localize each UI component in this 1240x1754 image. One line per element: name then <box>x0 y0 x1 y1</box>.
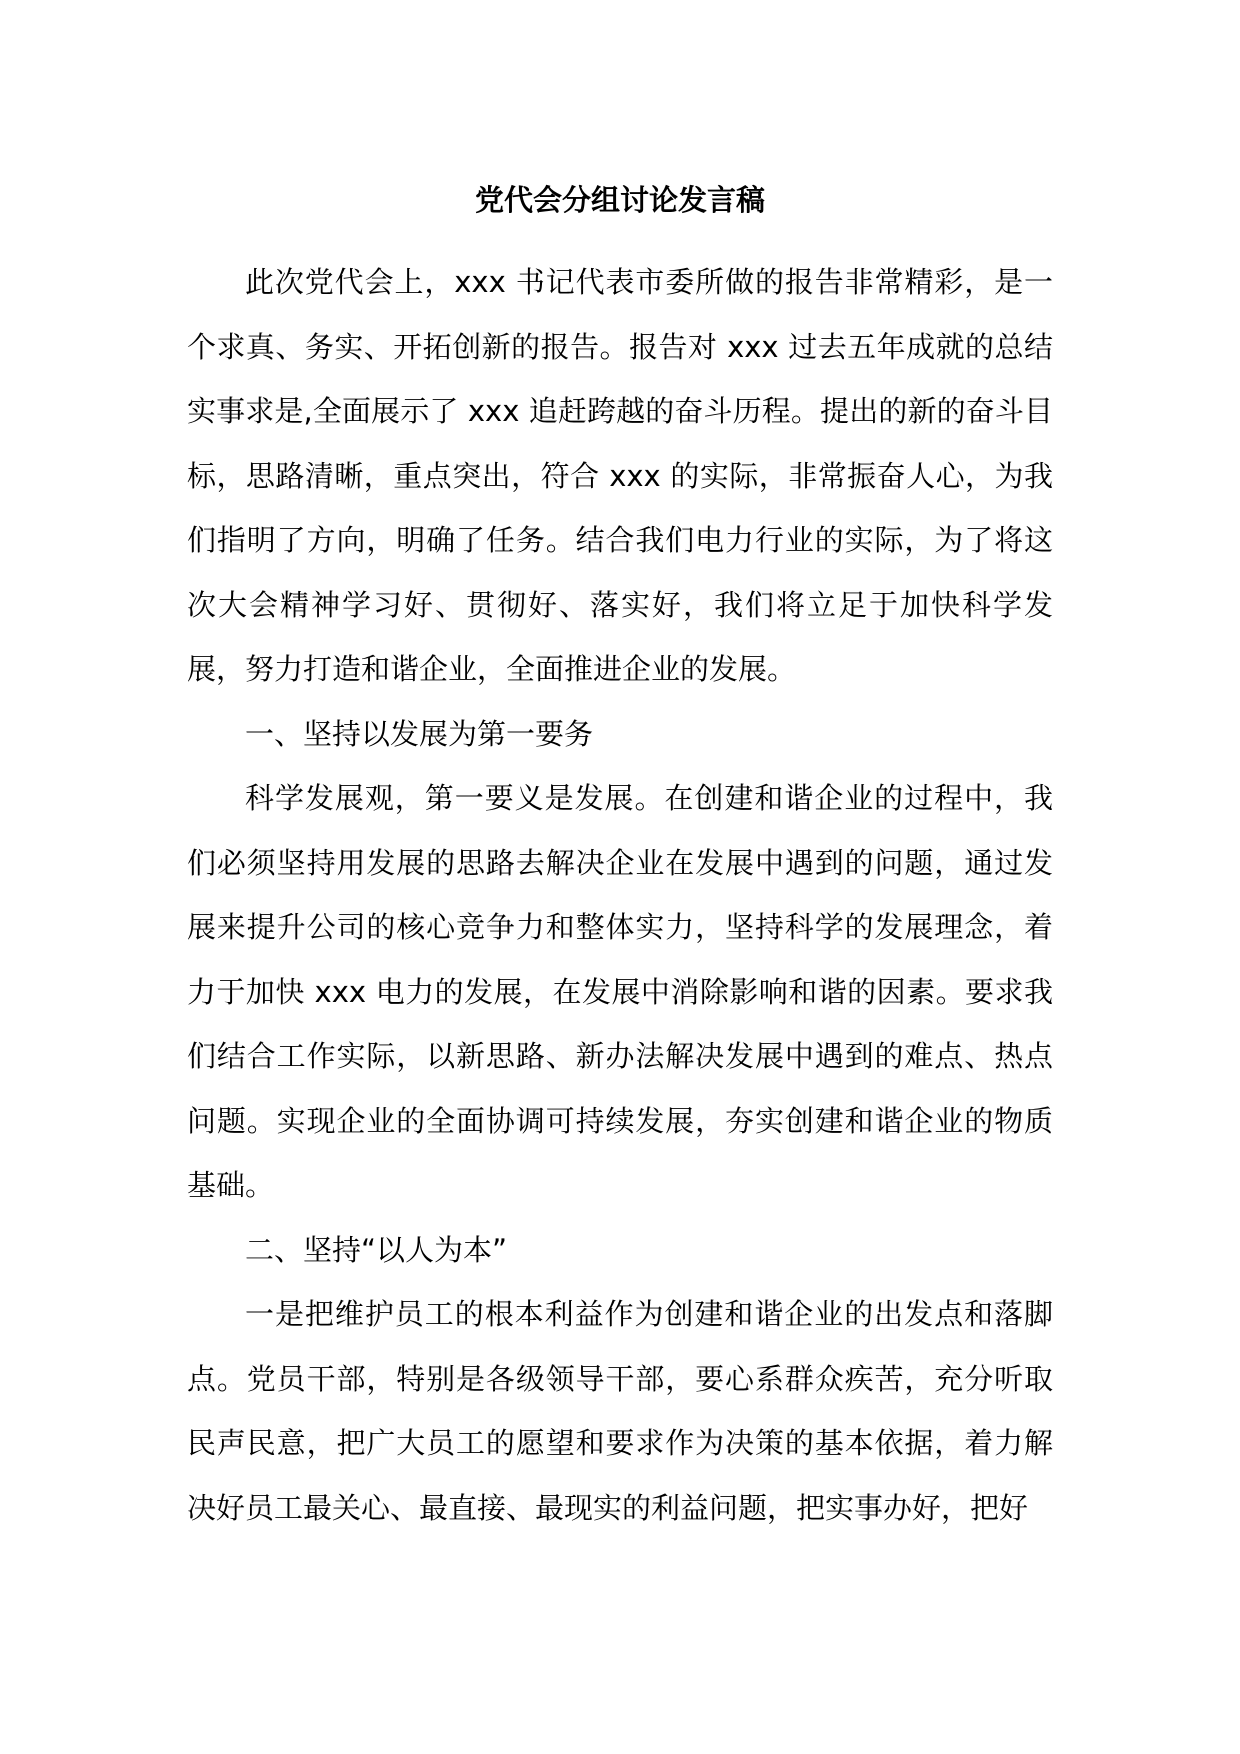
paragraph-section-1: 科学发展观，第一要义是发展。在创建和谐企业的过程中，我们必须坚持用发展的思路去解决企业在发展中遇到的问题，通过发展来提升公司的核心竞争力和整体实力，坚持科学的发展理念，着力于加快 xxx 电力的发展，在发展中消除影响和谐的因素。要求我们结合工作实际，以新思路、新办法解决发展中遇到的难点、热点问题。实现企业的全面协调可持续发展，夯实创建和谐企业的物质基础。 <box>187 781 1053 1202</box>
paragraph-section-2: 一是把维护员工的根本利益作为创建和谐企业的出发点和落脚点。党员干部，特别是各级领导干部，要心系群众疾苦，充分听取民声民意，把广大员工的愿望和要求作为决策的基本依据，着力解决好员工最关心、最直接、最现实的利益问题，把实事办好，把好 <box>187 1297 1053 1525</box>
section-heading-2: 二、坚持“以人为本” <box>245 1232 508 1267</box>
document-title: 党代会分组讨论发言稿 <box>474 183 765 217</box>
document-body <box>187 250 1053 1540</box>
section-heading-1: 一、坚持以发展为第一要务 <box>245 716 594 751</box>
paragraph-intro: 此次党代会上，xxx 书记代表市委所做的报告非常精彩，是一个求真、务实、开拓创新的报告。报告对 xxx 过去五年成就的总结实事求是,全面展示了 xxx 追赶跨越的奋斗历程。提出的新的奋斗目标，思路清晰，重点突出，符合 xxx 的实际，非常振奋人心，为我们指明了方向，明确了任务。结合我们电力行业的实际，为了将这次大会精神学习好、贯彻好、落实好，我们将立足于加快科学发展，努力打造和谐企业，全面推进企业的发展。 <box>187 265 1053 686</box>
